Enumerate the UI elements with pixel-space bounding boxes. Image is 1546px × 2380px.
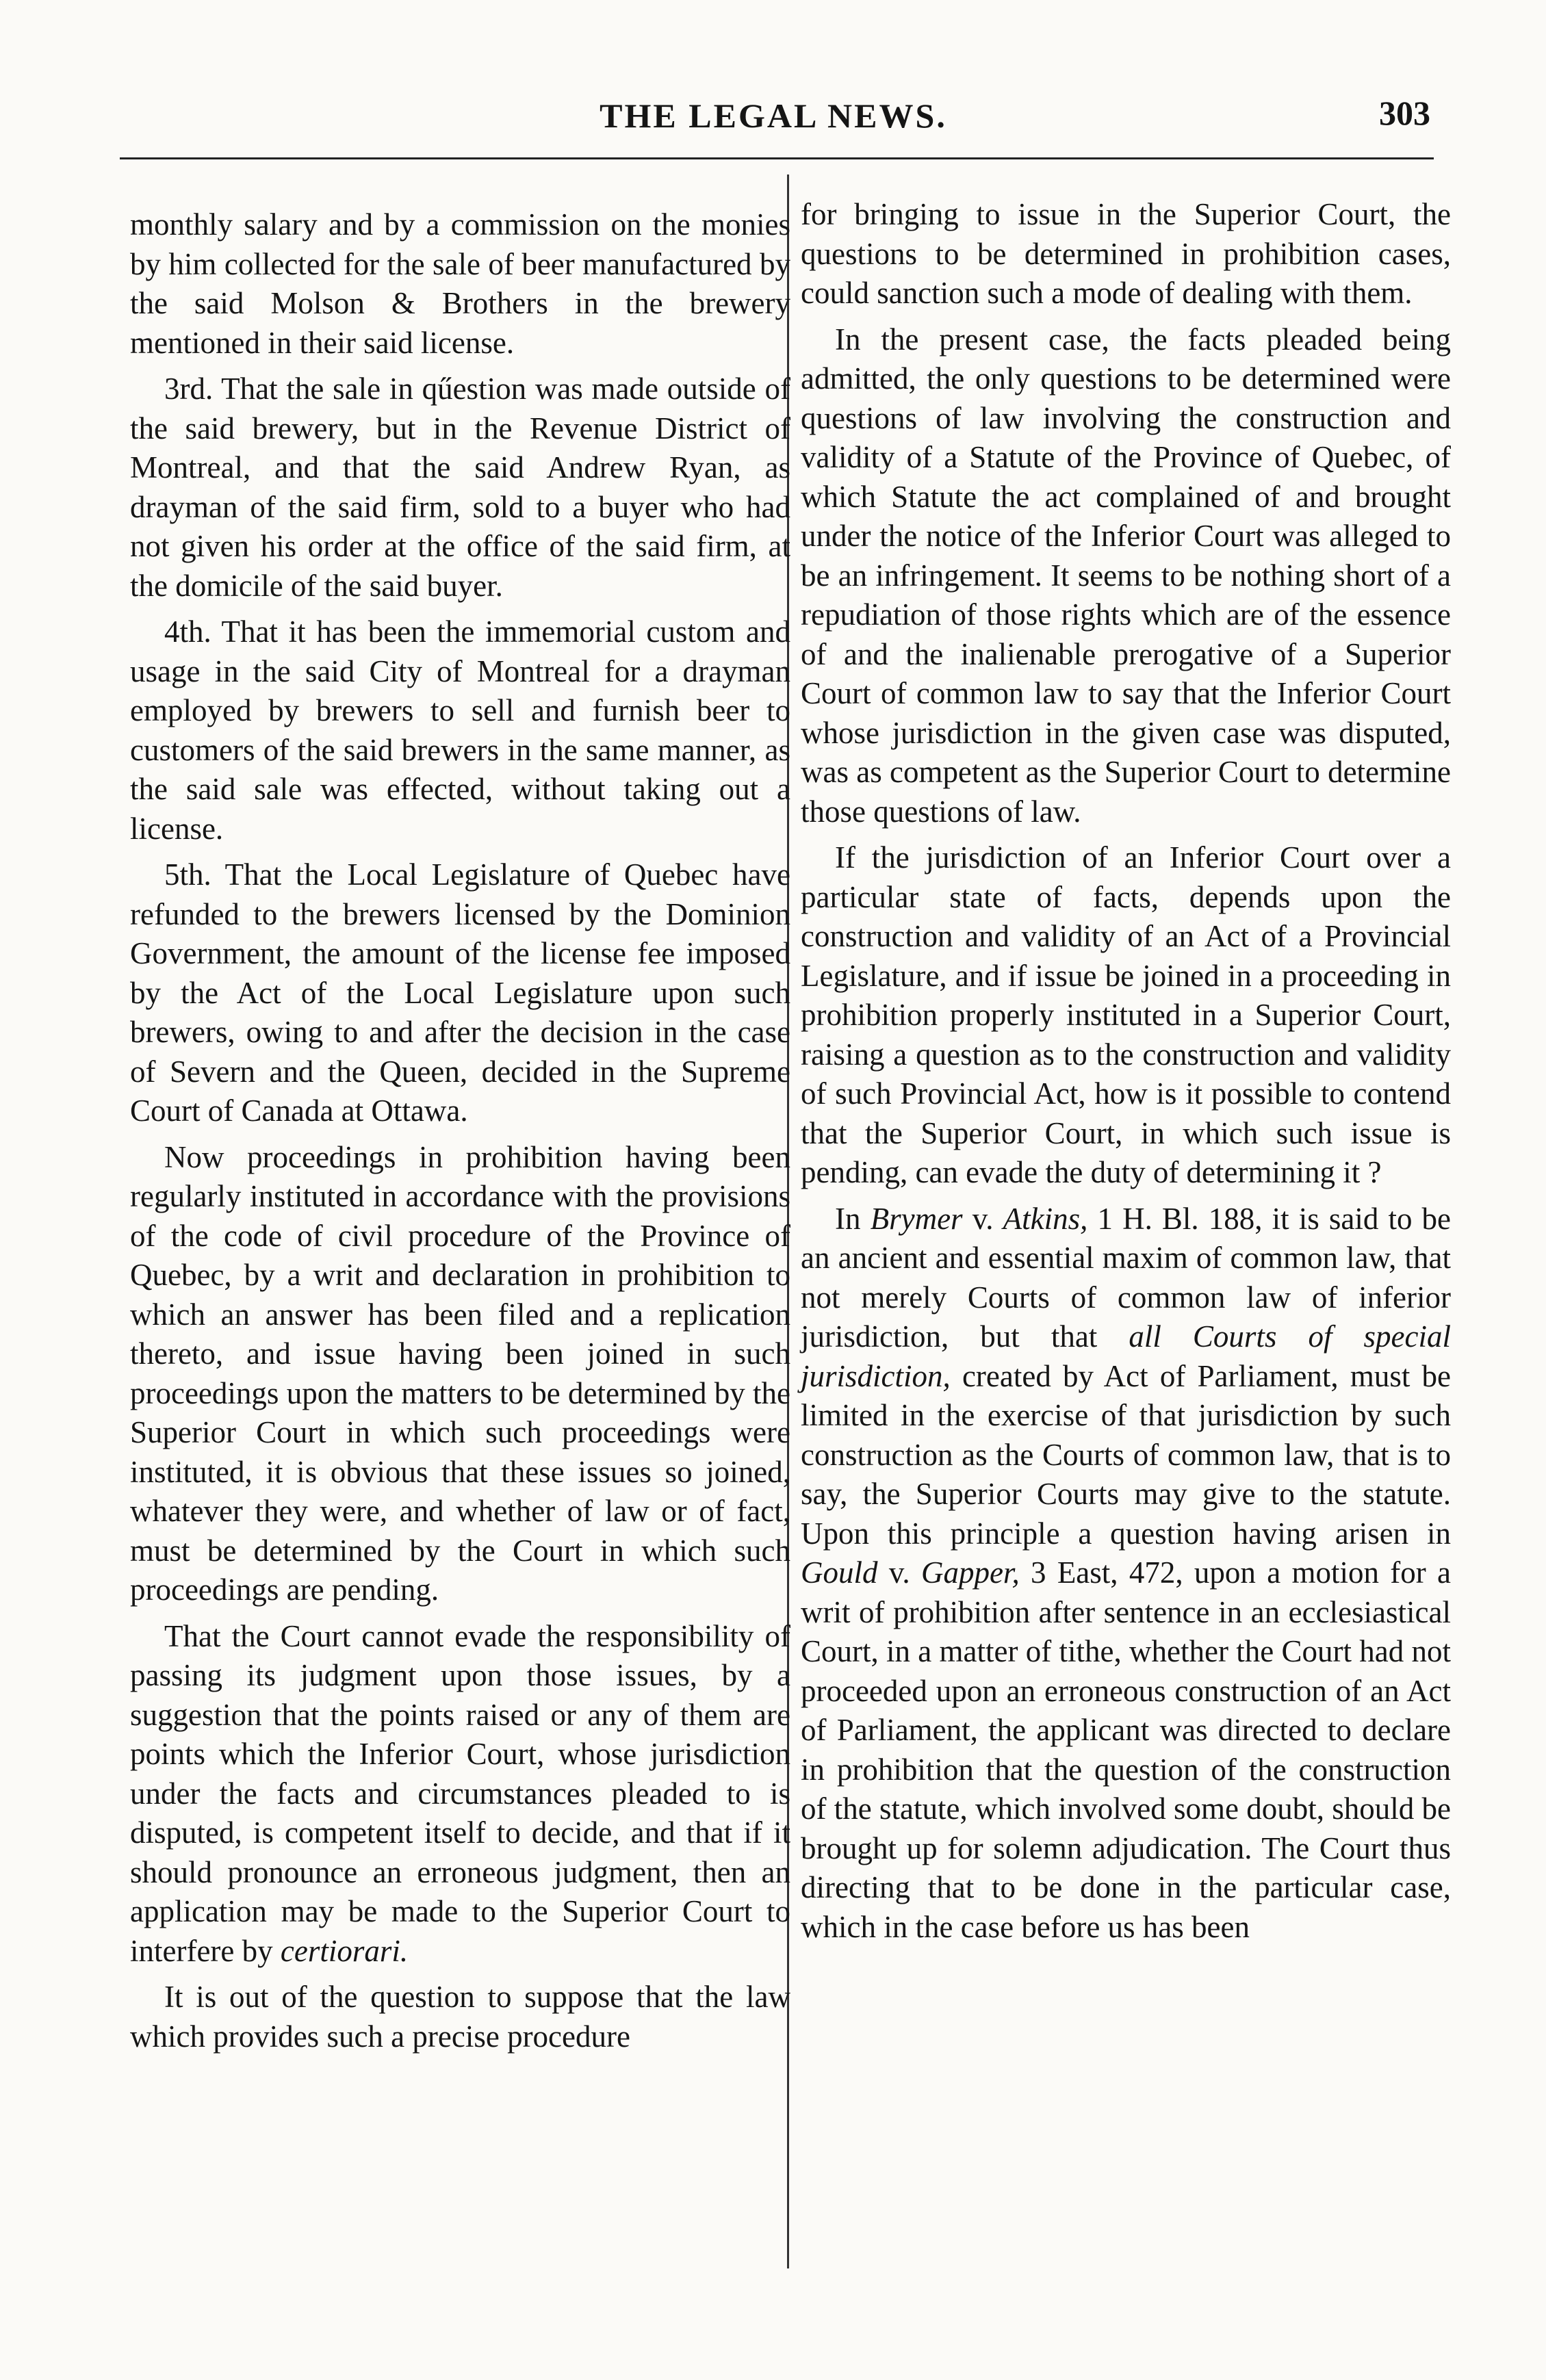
paragraph: Now proceedings in prohibition having been regularly instituted in accordance with the provisions of the code of civil procedure of the Province of Quebec, by a writ and declaration in prohibition to which an answer has been filed and a replication thereto, and issue having been joined in such proceedings upon the matters to be determined by the Superior Court in which such proceedings were instituted, it is obvious that these issues so joined, whatever they were, and whether of law or of fact, must be determined by the Court in which such proceedings are pending. <box>130 1139 790 1607</box>
paragraph-text: created by Act of Parliament, must be limited in the exercise of that jurisdiction by such construction as the Courts of common law, that is to say, the Superior Courts may give to the statute. Upon this principle a question having arisen in <box>801 1358 1451 1551</box>
paragraph-text: That the Court cannot evade the responsibility of passing its judgment upon those issues, by a suggestion that the points raised or any of them are points which the Inferior Court, whose jurisdiction under the facts and circumstances pleaded to is disputed, is competent itself to decide, and that if it should pronounce an erroneous judgment, then an application may be made to the Superior Court to interfere by <box>130 1618 790 1968</box>
right-column <box>801 195 1451 1954</box>
paragraph <box>801 1200 1451 1948</box>
left-column <box>130 205 790 2063</box>
paragraph-text: v. <box>888 1555 910 1590</box>
paragraph <box>130 1617 790 1971</box>
italic-phrase: all Courts of special jurisdiction, <box>801 1319 1452 1393</box>
page-number: 303 <box>1379 94 1430 132</box>
paragraph: In the present case, the facts pleaded being admitted, the only questions to be determined were questions of law involving the construction and validity of a Statute of the Province of Quebec, of which Statute the act complained of and brought under the notice of the Inferior Court was alleged to be an infringement. It seems to be nothing short of a repudiation of those rights which are of the essence of and the inalienable prerogative of a Superior Court of common law to say that the Inferior Court whose jurisdiction in the given case was disputed, was as competent as the Superior Court to determine those questions of law. <box>801 322 1451 829</box>
case-name: Atkins, <box>1003 1201 1088 1236</box>
header-rule <box>120 157 1434 159</box>
paragraph: monthly salary and by a commission on the monies by him collected for the sale of beer manufactured by the said Molson & Brothers in the brewery mentioned in their said license. <box>130 207 790 360</box>
paragraph: If the jurisdiction of an Inferior Court over a particular state of facts, depends upon the construction and validity of an Act of a Provincial Legislature, and if issue be joined in a proceeding in prohibition properly instituted in a Superior Court, raising a question as to the construction and validity of such Provincial Act, how is it possible to contend that the Superior Court, in which such issue is pending, can evade the duty of determining it ? <box>801 840 1451 1189</box>
paragraph: 5th. That the Local Legislature of Quebec have refunded to the brewers licensed by the Dominion Government, the amount of the license fee imposed by the Act of the Local Legislature upon such brewers, owing to and after the decision in the case of Severn and the Queen, decided in the Supreme Court of Canada at Ottawa. <box>130 857 790 1128</box>
italic-term: certiorari. <box>280 1933 409 1968</box>
paragraph: It is out of the question to suppose that the law which provides such a precise procedure <box>130 1980 790 2054</box>
case-name: Brymer <box>870 1201 963 1236</box>
paragraph: 4th. That it has been the immemorial custom and usage in the said City of Montreal for a drayman employed by brewers to sell and furnish beer to customers of the said brewers in the same manner, as the said sale was effected, without taking out a license. <box>130 615 790 846</box>
page-header <box>116 89 1430 151</box>
case-name: Gould <box>801 1555 878 1590</box>
paragraph-text: In <box>835 1201 861 1236</box>
running-title: THE LEGAL NEWS. <box>600 96 947 135</box>
paragraph-text: v. <box>972 1201 994 1236</box>
paragraph: for bringing to issue in the Superior Court, the questions to be determined in prohibition cases, could sanction such a mode of dealing with them. <box>801 197 1451 310</box>
paragraph: 3rd. That the sale in qűestion was made outside of the said brewery, but in the Revenue District of Montreal, and that the said Andrew Ryan, as drayman of the said firm, sold to a buyer who had not given his order at the office of the said firm, at the domicile of the said buyer. <box>130 372 790 603</box>
case-name: Gapper, <box>920 1555 1020 1590</box>
paragraph-text: 1 H. Bl. 188, it is said to be an ancient and essential maxim of common law, that not merely Courts of common law of inferior jurisdiction, but that <box>801 1201 1452 1354</box>
paragraph-text: 3 East, 472, upon a motion for a writ of prohibition after sentence in an ecclesiastical Court, in a matter of tithe, whether the Court had not proceeded upon an erroneous construction of an Act of Parliament, the applicant was directed to declare in prohibition that the question of the construction of the statute, which involved some doubt, should be brought up for solemn adjudication. The Court thus directing that to be done in the particular case, which in the case before us has been <box>801 1555 1452 1944</box>
